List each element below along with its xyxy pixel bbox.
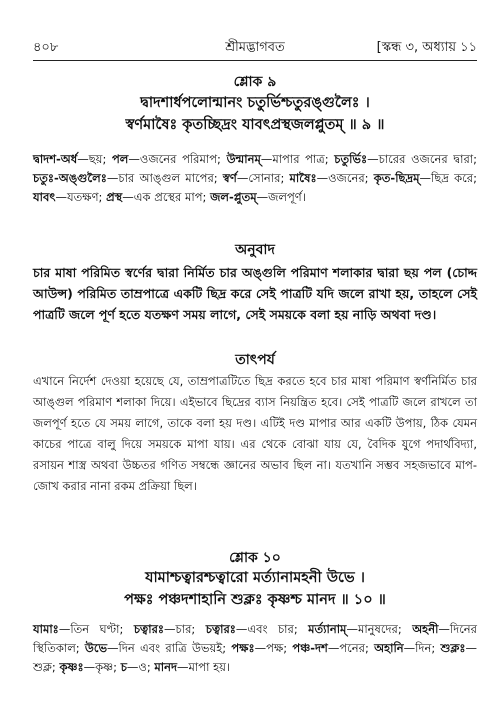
- synonym-meaning: —এক প্রস্থের মাপ;: [122, 190, 211, 204]
- translation-heading: অনুবাদ: [235, 242, 275, 258]
- verse-9-line-2: স্বর্ণমাষৈঃ কৃতচ্ছিদ্রং যাবৎপ্রস্থজলপ্লুতম্ ॥ ৯ ॥: [125, 117, 385, 133]
- synonym-term: প্রস্থ: [106, 190, 123, 204]
- synonym-term: মর্ত্যানাম্: [308, 622, 347, 636]
- synonym-term: চতুঃ-অঙ্গুলৈঃ: [33, 171, 107, 185]
- synonym-term: উন্মানম্: [226, 152, 261, 166]
- verse-10-text: [33, 567, 477, 611]
- synonym-meaning: —সোনার;: [236, 171, 290, 185]
- synonym-meaning: —চার;: [164, 622, 206, 636]
- page-header: [33, 38, 477, 58]
- synonym-meaning: —জলপূর্ণ।: [256, 190, 306, 204]
- synonym-term: মাষৈঃ: [289, 171, 317, 185]
- verse-9-heading: শ্লোক ৯: [233, 74, 277, 90]
- synonym-term: যামাঃ: [33, 622, 59, 636]
- synonym-term: অহানি: [374, 641, 404, 655]
- purport-text: এখানে নির্দেশ দেওয়া হয়েছে যে, তাম্রপাত্রটিতে ছিদ্র করতে হবে চার মাষা পরিমাণ স্বর্ণনির্মিত চার আঙ্গুল পরিমাণ শলাকা দিয়ে। এইভাবে ছিদ্রের ব্যাস নিয়ন্ত্রিত হবে। সেই পাত্রটি জলে রাখলে তা জলপূর্ণ হতে যে সময় লাগে, তাকে বলা হয় দণ্ড। এটিই দণ্ড মাপার আর একটি উপায়, ঠিক যেমন কাচের পাত্রে বালু দিয়ে সময়কে মাপা যায়। এর থেকে বোঝা যায় যে, বৈদিক যুগে পদার্থবিদ্যা, রসায়ন শাস্ত্র অথবা উচ্চতর গণিত সম্বন্ধে জ্ঞানের অভাব ছিল না। যতখানি সম্ভব সহজভাবে মাপ-জোখ করার নানা রকম প্রক্রিয়া ছিল।: [33, 374, 477, 493]
- translation-text: চার মাষা পরিমিত স্বর্ণের দ্বারা নির্মিত চার অঙ্গুলি পরিমাণ শলাকার দ্বারা ছয় পল (চোদ্দ আউন্স) পরিমিত তাম্রপাত্রে একটি ছিদ্র করে সেই পাত্রটি যদি জলে রাখা হয়, তাহলে সেই পাত্রটি জলে পূর্ণ হতে যতক্ষণ সময় লাগে, সেই সময়কে বলা হয় নাড়ি অথবা দণ্ড।: [33, 265, 477, 322]
- synonym-term: পঞ্চ-দশ: [292, 641, 328, 655]
- header-rule: [33, 60, 477, 61]
- synonym-meaning: —দিনের স্থিতিকাল;: [33, 622, 478, 655]
- synonym-term: দ্বাদশ-অর্ধ: [33, 152, 78, 166]
- synonym-meaning: —চার আঙ্গুল মাপের;: [106, 171, 223, 185]
- verse-10-line-1: যামাশ্চত্বারশ্চত্বারো মর্ত্যানামহনী উভে ।: [145, 570, 365, 586]
- purport-heading: তাৎপর্য: [235, 352, 275, 368]
- chapter-reference: [স্কন্ধ ৩, অধ্যায় ১১: [376, 40, 477, 55]
- synonym-term: কৃষ্ণঃ: [59, 660, 84, 674]
- synonym-term: মানদ: [154, 660, 178, 674]
- synonym-term: চত্বারঃ: [205, 622, 236, 636]
- synonym-meaning: —ছিদ্র করে;: [419, 171, 477, 185]
- verse-9-line-1: দ্বাদশার্ধপলোন্মানং চতুর্ভিশ্চতুরঙ্গুলৈঃ ।: [140, 95, 370, 111]
- synonym-meaning: —ও;: [126, 660, 155, 674]
- synonym-term: চত্বারঃ: [133, 622, 165, 636]
- synonym-term: কৃত-ছিদ্রম্: [373, 171, 420, 185]
- synonym-meaning: —পনের;: [327, 641, 375, 655]
- synonym-meaning: —মাপার পাত্র;: [260, 152, 335, 166]
- synonym-meaning: —ওজনের পরিমাপ;: [128, 152, 227, 166]
- synonym-meaning: —পক্ষ;: [254, 641, 293, 655]
- verse-10-line-2: পক্ষঃ পঞ্চদশাহানি শুক্লঃ কৃষ্ণশ্চ মানদ ॥ ১০ ॥: [124, 592, 386, 608]
- page-number: ৪০৮: [33, 40, 59, 55]
- synonym-term: অহনী: [412, 622, 439, 636]
- synonym-meaning: —এবং চার;: [235, 622, 309, 636]
- synonym-meaning: —যতক্ষণ;: [55, 190, 107, 204]
- synonym-term: যাবৎ: [33, 190, 56, 204]
- synonym-term: উভে: [84, 641, 108, 655]
- synonym-meaning: —মাপা হয়।: [177, 660, 230, 674]
- verse-9-synonyms: [33, 150, 477, 207]
- synonym-term: স্বর্ণ: [222, 171, 237, 185]
- synonym-term: শুক্লঃ: [440, 641, 466, 655]
- verse-10-heading: শ্লোক ১০: [229, 550, 281, 566]
- synonym-meaning: —তিন ঘণ্টা;: [58, 622, 134, 636]
- synonym-meaning: —দিন এবং রাত্রি উভয়ই;: [107, 641, 232, 655]
- book-title: শ্রীমদ্ভাগবত: [225, 40, 285, 55]
- synonym-meaning: —চারের ওজনের দ্বারা;: [367, 152, 478, 166]
- verse-9-text: [33, 92, 477, 136]
- synonym-meaning: —শুক্ল;: [33, 641, 477, 674]
- verse-10-synonyms: [33, 620, 477, 677]
- synonym-term: পক্ষঃ: [231, 641, 255, 655]
- synonym-meaning: —ওজনের;: [316, 171, 374, 185]
- synonym-meaning: —দিন;: [403, 641, 441, 655]
- synonym-term: জল-প্লুতম্: [210, 190, 257, 204]
- synonym-term: চ: [120, 660, 127, 674]
- synonym-term: চতুর্ভিঃ: [334, 152, 368, 166]
- synonym-term: পল: [111, 152, 129, 166]
- synonym-meaning: —কৃষ্ণ;: [83, 660, 121, 674]
- synonym-meaning: —ছয়;: [77, 152, 112, 166]
- synonym-meaning: —মানুষদের;: [346, 622, 413, 636]
